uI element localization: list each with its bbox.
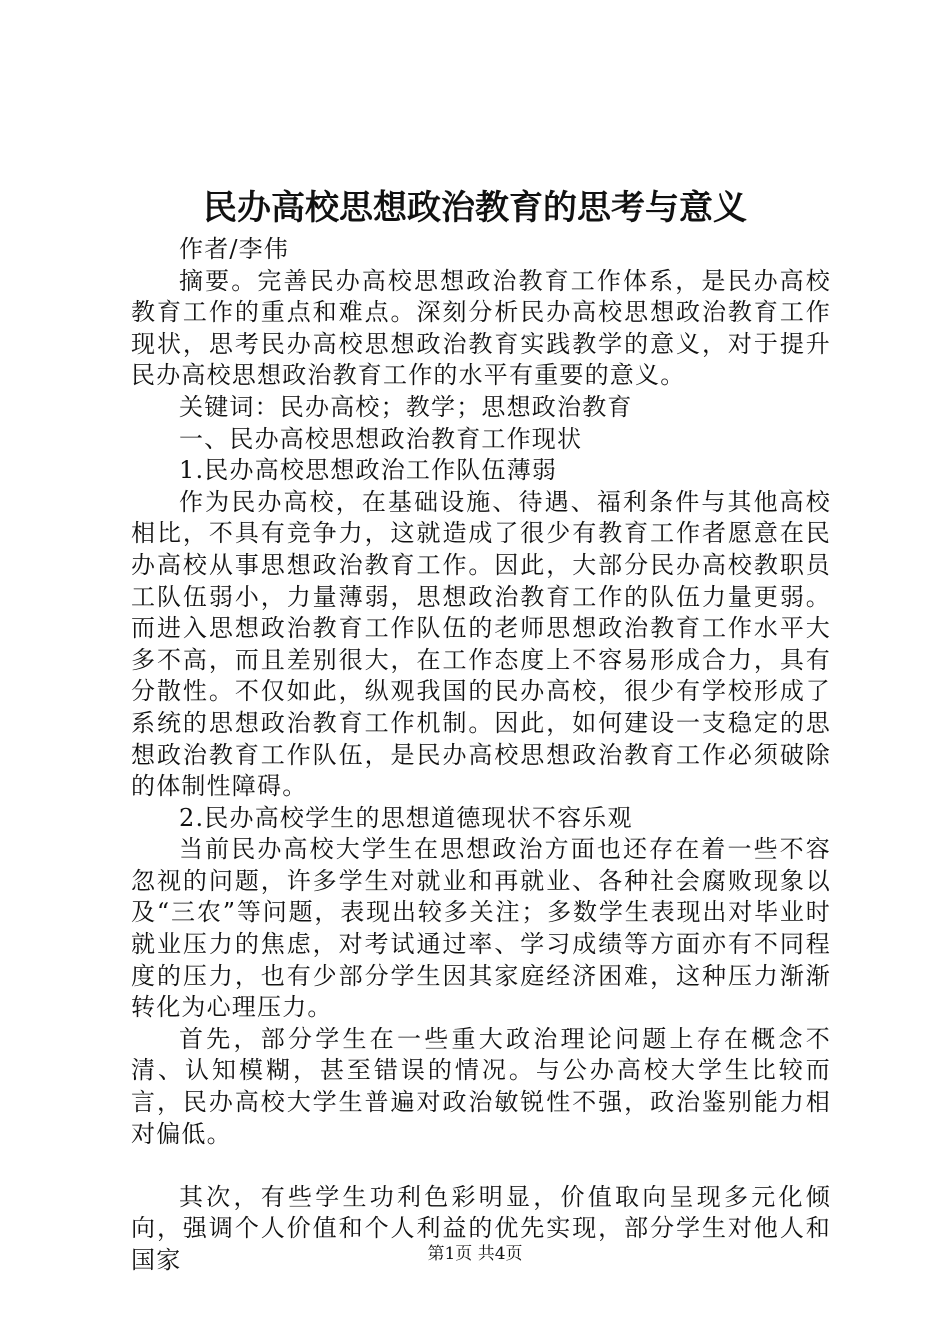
- section-heading: 一、民办高校思想政治教育工作现状: [179, 424, 583, 453]
- body-paragraph: 其次，有些学生功利色彩明显，价值取向呈现多元化倾向，强调个人价值和个人利益的优先实现，部分学生对他人和国家: [131, 1182, 831, 1274]
- body-paragraph: 作为民办高校，在基础设施、待遇、福利条件与其他高校相比，不具有竞争力，这就造成了很少有教育工作者愿意在民办高校从事思想政治教育工作。因此，大部分民办高校教职员工队伍弱小，力量薄弱，思想政治教育工作的队伍力量更弱。而进入思想政治教育工作队伍的老师思想政治教育工作水平大多不高，而且差别很大，在工作态度上不容易形成合力，具有分散性。不仅如此，纵观我国的民办高校，很少有学校形成了系统的思想政治教育工作机制。因此，如何建设一支稳定的思想政治教育工作队伍，是民办高校思想政治教育工作必须破除的体制性障碍。: [131, 487, 831, 801]
- body-paragraph: 首先，部分学生在一些重大政治理论问题上存在概念不清、认知模糊，甚至错误的情况。与公办高校大学生比较而言，民办高校大学生普遍对政治敏锐性不强，政治鉴别能力相对偏低。: [131, 1024, 831, 1148]
- subsection-heading: 2.民办高校学生的思想道德现状不容乐观: [179, 803, 633, 832]
- keywords-line: 关键词：民办高校；教学；思想政治教育: [179, 392, 633, 421]
- body-paragraph: 当前民办高校大学生在思想政治方面也还存在着一些不容忽视的问题，许多学生对就业和再就业、各种社会腐败现象以及“三农”等问题，表现出较多关注；多数学生表现出对毕业时就业压力的焦虑，对考试通过率、学习成绩等方面亦有不同程度的压力，也有少部分学生因其家庭经济困难，这种压力渐渐转化为心理压力。: [131, 835, 831, 1022]
- author-line: 作者/李伟: [179, 235, 290, 263]
- subsection-heading: 1.民办高校思想政治工作队伍薄弱: [179, 456, 558, 485]
- document-body: [131, 234, 831, 1277]
- page-footer: 第1页 共4页: [427, 1244, 523, 1264]
- abstract-paragraph: 摘要。完善民办高校思想政治教育工作体系，是民办高校教育工作的重点和难点。深刻分析民办高校思想政治教育工作现状，思考民办高校思想政治教育实践教学的意义，对于提升民办高校思想政治教育工作的水平有重要的意义。: [131, 266, 831, 390]
- document-title: 民办高校思想政治教育的思考与意义: [203, 188, 747, 228]
